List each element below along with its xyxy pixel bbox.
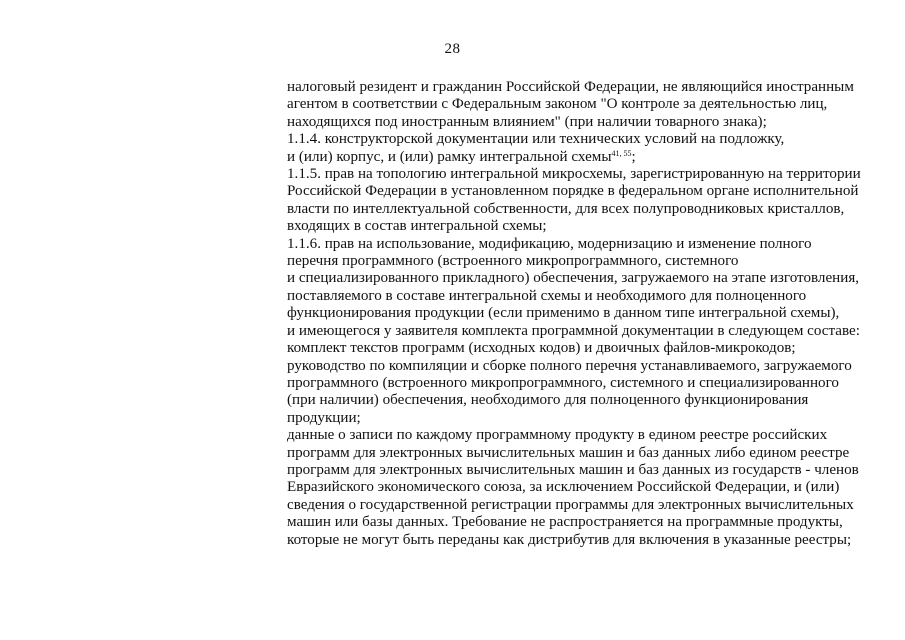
text-line: комплект текстов программ (исходных кодов) и двоичных файлов-микрокодов; (287, 340, 796, 357)
text-line: данные о записи по каждому программному продукту в едином реестре российских (287, 427, 828, 444)
text-line: руководство по компиляции и сборке полного перечня устанавливаемого, загружаемого (287, 357, 852, 374)
text-line-with-footnote (287, 149, 867, 166)
text-line: и имеющегося у заявителя комплекта программной документации в следующем составе: (287, 322, 860, 339)
text-line: Российской Федерации в установленном порядке в федеральном органе исполнительной (287, 183, 859, 200)
text-line: которые не могут быть переданы как дистрибутив для включения в указанные реестры; (287, 531, 852, 548)
text-line-tail: ; (631, 148, 636, 165)
text-line: 1.1.6. прав на использование, модификацию, модернизацию и изменение полного (287, 235, 812, 252)
text-line: и специализированного прикладного) обеспечения, загружаемого на этапе изготовления, (287, 270, 860, 287)
text-line: машин или базы данных. Требование не распространяется на программные продукты, (287, 514, 843, 531)
text-line: власти по интеллектуальной собственности, для всех полупроводниковых кристаллов, (287, 200, 845, 217)
text-line: программ для электронных вычислительных машин и баз данных из государств - членов (287, 461, 859, 478)
text-line: функционирования продукции (если применимо в данном типе интегральной схемы), (287, 305, 840, 322)
text-line: перечня программного (встроенного микропрограммного, системного (287, 253, 739, 270)
text-line: налоговый резидент и гражданин Российской Федерации, не являющийся иностранным (287, 79, 854, 95)
text-line: входящих в состав интегральной схемы; (287, 218, 547, 235)
text-line-content: и (или) корпус, и (или) рамку интегральной схемы (287, 148, 612, 165)
text-line: сведения о государственной регистрации программы для электронных вычислительных (287, 496, 854, 513)
text-line: Евразийского экономического союза, за исключением Российской Федерации, и (или) (287, 479, 840, 496)
text-line: программ для электронных вычислительных машин и баз данных либо едином реестре (287, 444, 850, 461)
text-line: агентом в соответствии с Федеральным законом "О контроле за деятельностью лиц, (287, 96, 828, 113)
text-line: 1.1.4. конструкторской документации или технических условий на подложку, (287, 131, 785, 148)
text-line: (при наличии) обеспечения, необходимого для полноценного функционирования (287, 392, 809, 409)
page-number: 28 (444, 41, 461, 57)
text-line: 1.1.5. прав на топологию интегральной микросхемы, зарегистрированную на территории (287, 166, 861, 183)
footnote-reference: 41, 55 (611, 148, 632, 158)
text-line: программного (встроенного микропрограммного, системного и специализированного (287, 374, 839, 391)
text-line: поставляемого в составе интегральной схемы и необходимого для полноценного (287, 287, 807, 304)
text-line: продукции; (287, 409, 361, 426)
document-body (287, 79, 867, 549)
text-line: находящихся под иностранным влиянием" (при наличии товарного знака); (287, 113, 767, 130)
